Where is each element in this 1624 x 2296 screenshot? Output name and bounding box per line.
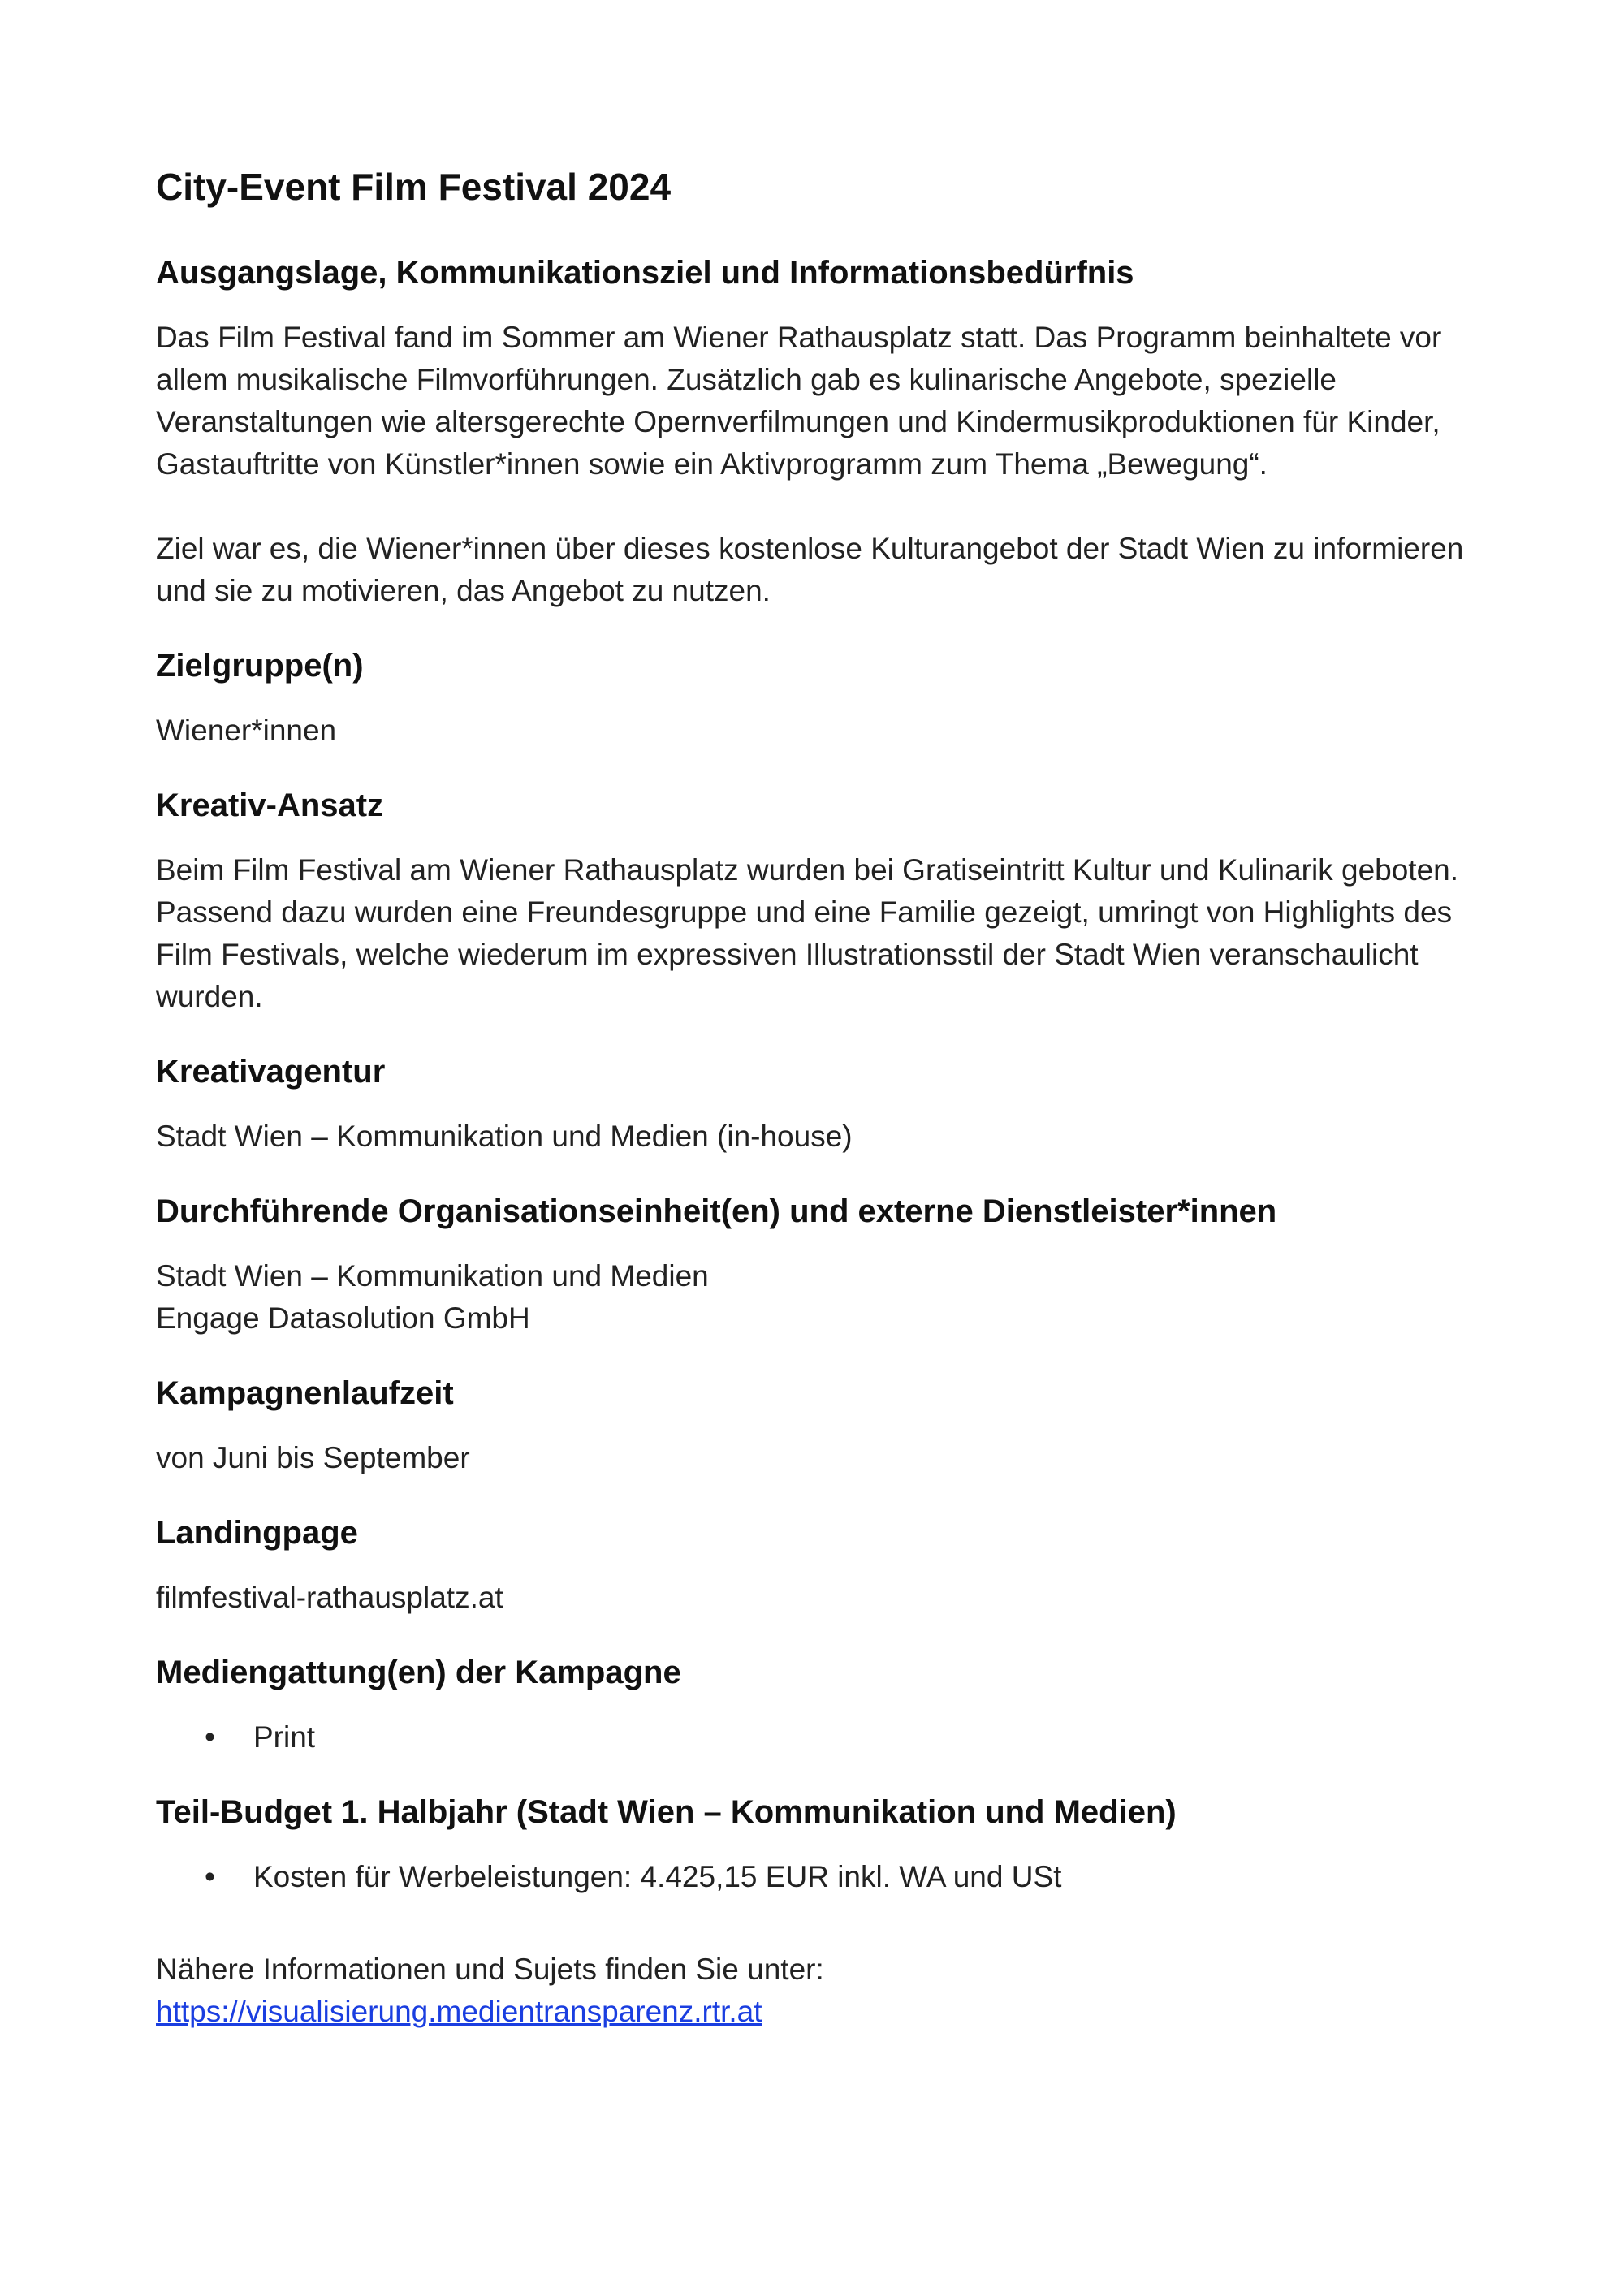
bullet-icon: • bbox=[205, 1720, 215, 1754]
section-kreativagentur bbox=[156, 1049, 1496, 1158]
section-heading-budget: Teil-Budget 1. Halbjahr (Stadt Wien – Kommunikation und Medien) bbox=[156, 1794, 1177, 1830]
document-page bbox=[156, 159, 1496, 2033]
mediengattung-list bbox=[156, 1716, 1496, 1759]
section-budget bbox=[156, 1789, 1496, 1898]
list-item bbox=[156, 1716, 1496, 1759]
list-item bbox=[156, 1856, 1496, 1898]
ausgangslage-paragraph-1: Das Film Festival fand im Sommer am Wiener Rathausplatz statt. Das Programm beinhaltete vor allem musikalische Filmvorführungen. Zusätzlich gab es kulinarische Angebote, spezielle Veranstaltungen wie altersgerechte Opernverfilmungen und Kindermusikproduktionen für Kinder, Gastauftritte von Künstler*innen sowie ein Aktivprogramm zum Thema „Bewegung“. bbox=[156, 321, 1442, 481]
section-landingpage bbox=[156, 1510, 1496, 1619]
ausgangslage-paragraph-2: Ziel war es, die Wiener*innen über dieses kostenlose Kulturangebot der Stadt Wien zu informieren und sie zu motivieren, das Angebot zu nutzen. bbox=[156, 532, 1464, 607]
durchfuehrende-lines bbox=[156, 1255, 1496, 1340]
list-item-text: Kosten für Werbeleistungen: 4.425,15 EUR inkl. WA und USt bbox=[253, 1860, 1062, 1893]
zielgruppe-text: Wiener*innen bbox=[156, 714, 337, 747]
rtr-visualisierung-link[interactable]: https://visualisierung.medientransparenz.rtr.at bbox=[156, 1995, 762, 2028]
section-heading-zielgruppe: Zielgruppe(n) bbox=[156, 648, 364, 684]
laufzeit-text: von Juni bis September bbox=[156, 1441, 470, 1474]
section-mediengattung bbox=[156, 1650, 1496, 1759]
landingpage-text: filmfestival-rathausplatz.at bbox=[156, 1581, 503, 1614]
footer-link-line bbox=[156, 1991, 1496, 2033]
section-zielgruppe bbox=[156, 643, 1496, 752]
list-item-text: Print bbox=[253, 1720, 316, 1754]
section-durchfuehrende bbox=[156, 1189, 1496, 1340]
section-ausgangslage bbox=[156, 250, 1496, 612]
bullet-icon: • bbox=[205, 1860, 215, 1893]
durchfuehrende-line-2: Engage Datasolution GmbH bbox=[156, 1301, 530, 1335]
durchfuehrende-line-1: Stadt Wien – Kommunikation und Medien bbox=[156, 1259, 709, 1293]
footer-note bbox=[156, 1949, 1496, 2033]
kreativ-ansatz-text: Beim Film Festival am Wiener Rathausplatz wurden bei Gratiseintritt Kultur und Kulinarik geboten. Passend dazu wurden eine Freundesgruppe und eine Familie gezeigt, umringt von Highlights des Film Festivals, welche wiederum im expressiven Illustrationsstil der Stadt Wien veranschaulicht wurden. bbox=[156, 853, 1459, 1013]
section-heading-mediengattung: Mediengattung(en) der Kampagne bbox=[156, 1655, 681, 1690]
section-heading-durchfuehrende: Durchführende Organisationseinheit(en) und externe Dienstleister*innen bbox=[156, 1193, 1277, 1229]
section-heading-landingpage: Landingpage bbox=[156, 1515, 358, 1551]
budget-list bbox=[156, 1856, 1496, 1898]
section-laufzeit bbox=[156, 1370, 1496, 1479]
kreativagentur-text: Stadt Wien – Kommunikation und Medien (in-house) bbox=[156, 1120, 853, 1153]
section-kreativ-ansatz bbox=[156, 783, 1496, 1018]
section-heading-kreativagentur: Kreativagentur bbox=[156, 1054, 386, 1090]
section-heading-ausgangslage: Ausgangslage, Kommunikationsziel und Informationsbedürfnis bbox=[156, 255, 1134, 291]
document-title: City-Event Film Festival 2024 bbox=[156, 166, 672, 208]
footer-note-text: Nähere Informationen und Sujets finden Sie unter: bbox=[156, 1953, 824, 1986]
section-heading-kreativ-ansatz: Kreativ-Ansatz bbox=[156, 788, 384, 823]
section-heading-laufzeit: Kampagnenlaufzeit bbox=[156, 1375, 454, 1411]
